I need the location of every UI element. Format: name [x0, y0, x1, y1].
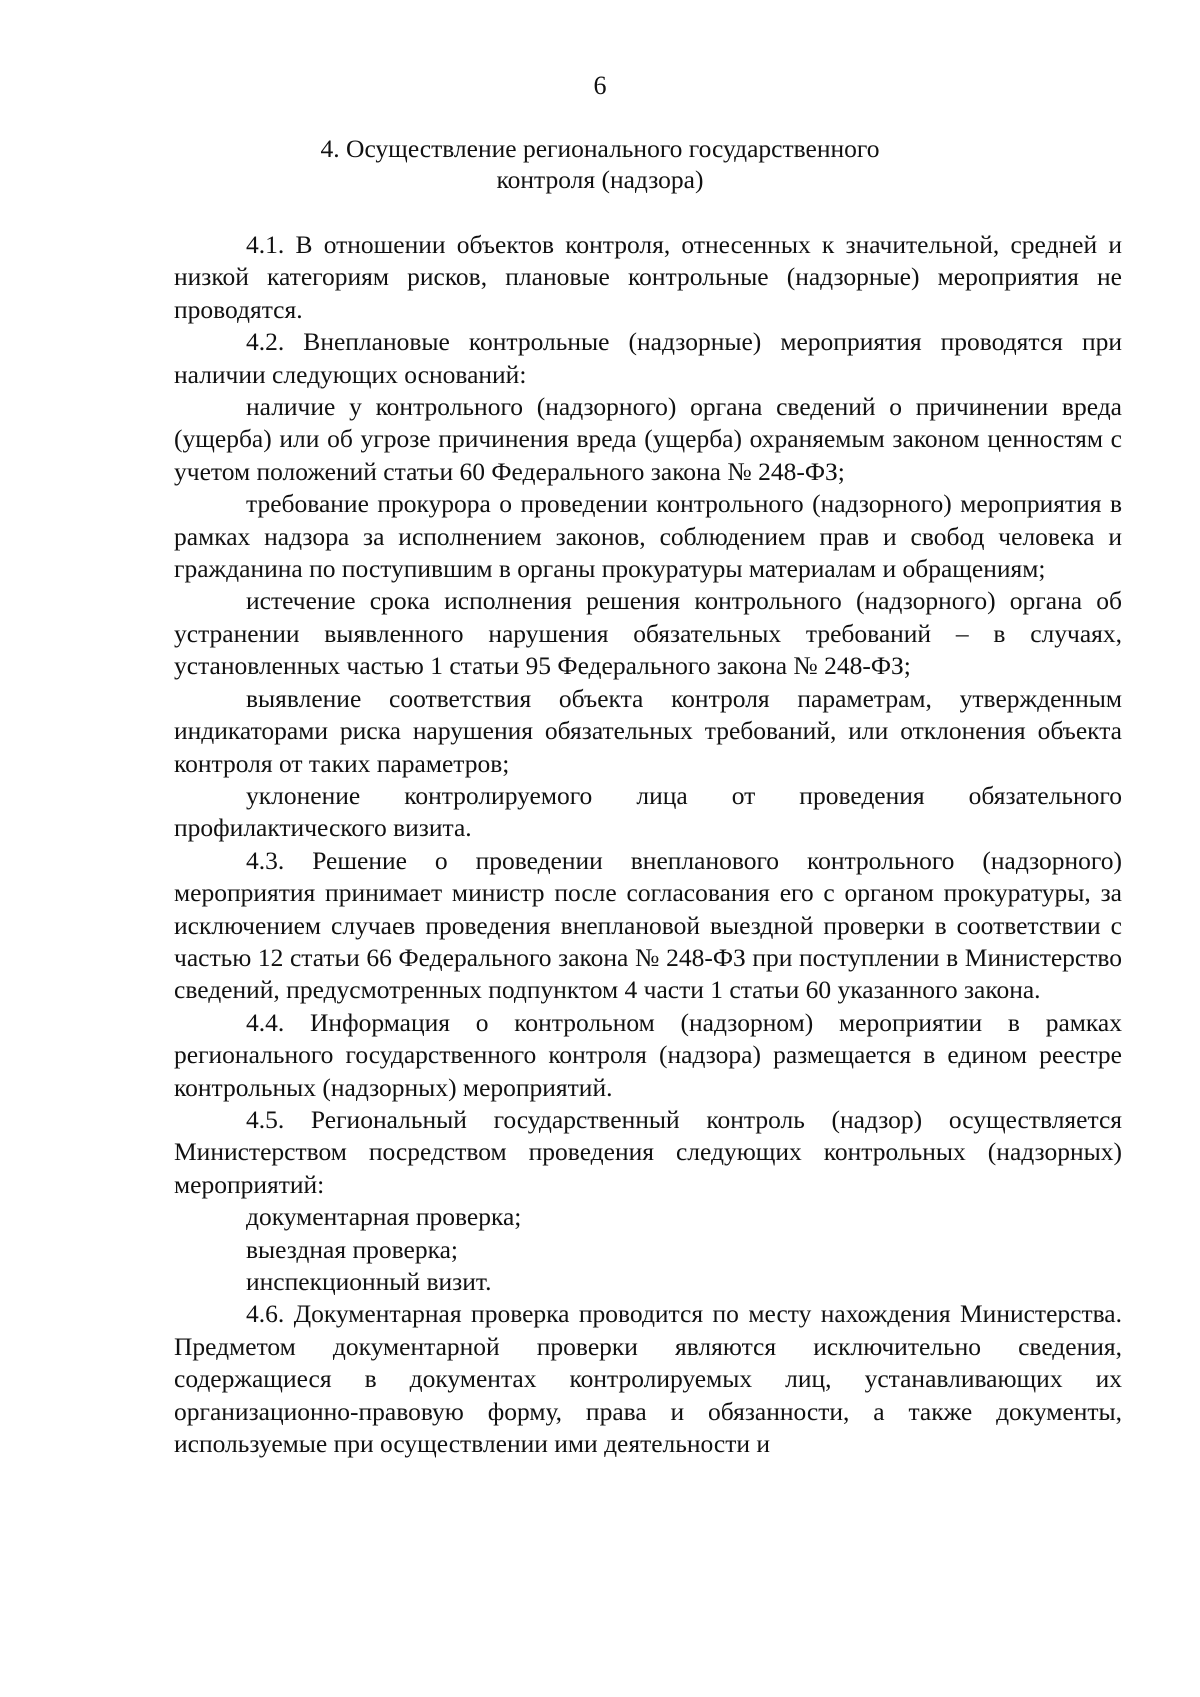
- paragraph-4-6: 4.6. Документарная проверка проводится по месту нахождения Министерства. Предметом документарной проверки являются исключительно сведения, содержащиеся в документах контролируемых лиц, устанавливающих их организационно-правовую форму, права и обязанности, а также документы, используемые при осуществлении ими деятельности и: [174, 1299, 1122, 1459]
- paragraph-4-1: 4.1. В отношении объектов контроля, отнесенных к значительной, средней и низкой категориям рисков, плановые контрольные (надзорные) мероприятия не проводятся.: [174, 230, 1122, 324]
- paragraph-4-2: 4.2. Внеплановые контрольные (надзорные) мероприятия проводятся при наличии следующих оснований:: [174, 327, 1122, 389]
- list-item-basis-prosecutor: требование прокурора о проведении контрольного (надзорного) мероприятия в рамках надзора за исполнением законов, соблюдением прав и свобод человека и гражданина по поступившим в органы прокуратуры материалам и обращениям;: [174, 489, 1122, 584]
- document-body: [174, 229, 1122, 1460]
- section-heading: [0, 133, 1200, 195]
- list-item-basis-risk-indicators: выявление соответствия объекта контроля параметрам, утвержденным индикаторами риска нарушения обязательных требований, или отклонения объекта контроля от таких параметров;: [174, 683, 1122, 778]
- list-item-field-check: выездная проверка;: [246, 1234, 458, 1264]
- paragraph-4-3: 4.3. Решение о проведении внепланового контрольного (надзорного) мероприятия принимает министр после согласования его с органом прокуратуры, за исключением случаев проведения внеплановой выездной проверки в соответствии с частью 12 статьи 66 Федерального закона № 248-ФЗ при поступлении в Министерство сведений, предусмотренных подпунктом 4 части 1 статьи 60 указанного закона.: [174, 845, 1122, 1005]
- list-item-inspection-visit: инспекционный визит.: [246, 1267, 492, 1296]
- list-item-basis-expiry: истечение срока исполнения решения контрольного (надзорного) органа об устранении выявленного нарушения обязательных требований – в случаях, установленных частью 1 статьи 95 Федерального закона № 248-ФЗ;: [174, 586, 1122, 681]
- list-item-basis-evasion: уклонение контролируемого лица от проведения обязательного профилактического визита.: [174, 780, 1122, 843]
- paragraph-4-5: 4.5. Региональный государственный контроль (надзор) осуществляется Министерством посредством проведения следующих контрольных (надзорных) мероприятий:: [174, 1104, 1122, 1199]
- section-heading-line-2: контроля (надзора): [496, 165, 704, 194]
- section-heading-line-1: 4. Осуществление регионального государственного: [320, 134, 880, 163]
- list-item-documentary-check: документарная проверка;: [246, 1202, 522, 1232]
- page-number: 6: [593, 71, 607, 100]
- paragraph-4-4: 4.4. Информация о контрольном (надзорном) мероприятии в рамках регионального государственного контроля (надзора) размещается в едином реестре контрольных (надзорных) мероприятий.: [174, 1007, 1122, 1102]
- list-item-basis-harm: наличие у контрольного (надзорного) органа сведений о причинении вреда (ущерба) или об угрозе причинения вреда (ущерба) охраняемым законом ценностям с учетом положений статьи 60 Федерального закона № 248-ФЗ;: [174, 392, 1122, 486]
